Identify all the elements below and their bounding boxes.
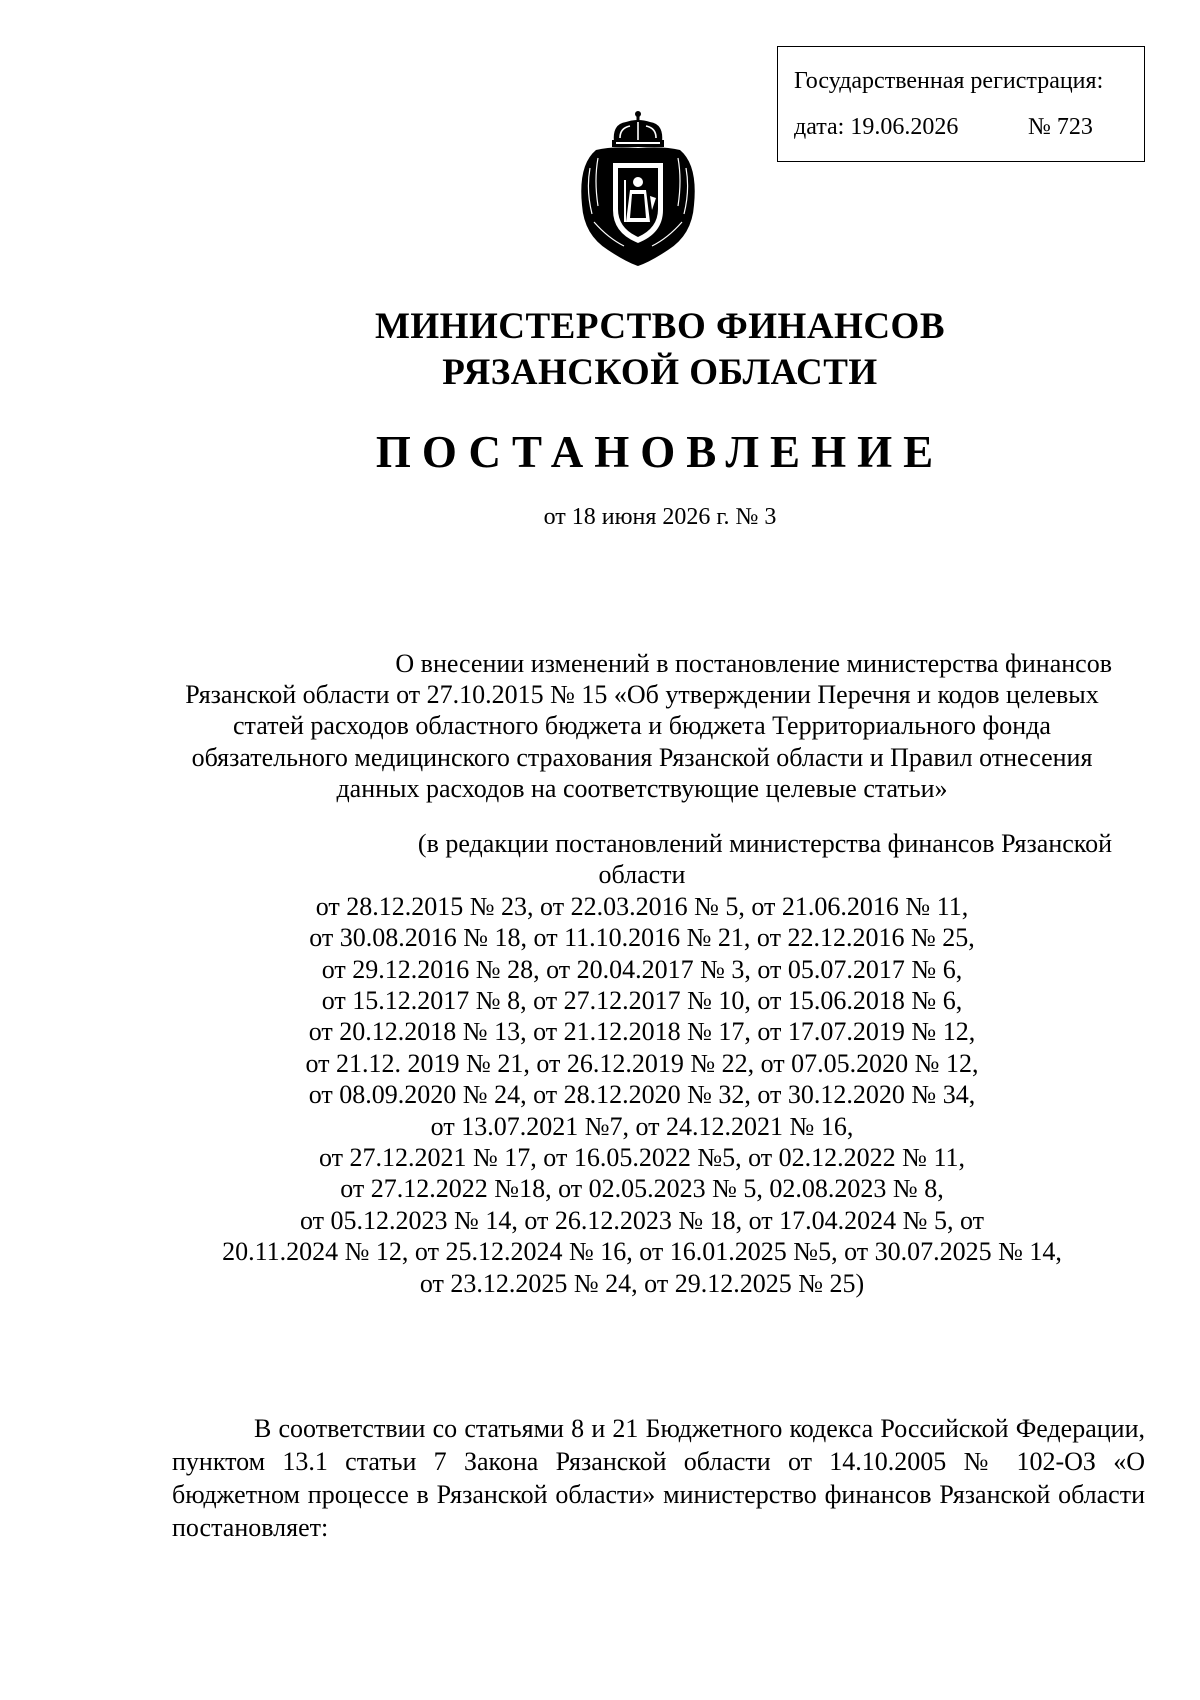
registration-date: дата: 19.06.2026 <box>794 114 959 140</box>
edition-line: от 21.12. 2019 № 21, от 26.12.2019 № 22, от 07.05.2020 № 12, <box>305 1048 979 1078</box>
edition-line: от 13.07.2021 №7, от 24.12.2021 № 16, <box>430 1111 854 1141</box>
edition-line: 20.11.2024 № 12, от 25.12.2024 № 16, от 16.01.2025 №5, от 30.07.2025 № 14, <box>222 1237 1062 1267</box>
edition-line: (в редакции постановлений министерства финансов Рязанской <box>417 829 1112 858</box>
edition-line: от 05.12.2023 № 14, от 26.12.2023 № 18, от 17.04.2024 № 5, от <box>300 1205 984 1235</box>
preamble-paragraph: В соответствии со статьями 8 и 21 Бюджетного кодекса Российской Федерации, пунктом 13.1 статьи 7 Закона Рязанской области от 14.10.2005 № 102-ОЗ «О бюджетном процессе в Рязанской области» министерство финансов Рязанской области постановляет: <box>172 1414 1145 1542</box>
ministry-name-line1: МИНИСТЕРСТВО ФИНАНСОВ <box>374 306 946 347</box>
edition-line: от 28.12.2015 № 23, от 22.03.2016 № 5, от 21.06.2016 № 11, <box>315 891 969 921</box>
edition-line: от 27.12.2021 № 17, от 16.05.2022 №5, от 02.12.2022 № 11, <box>318 1143 965 1173</box>
edition-line: от 29.12.2016 № 28, от 20.04.2017 № 3, от 05.07.2017 № 6, <box>321 954 963 984</box>
document-title-first-line: О внесении изменений в постановление министерства финансов <box>395 649 1112 678</box>
edition-line: области <box>598 860 686 890</box>
document-type: ПОСТАНОВЛЕНИЕ <box>375 427 945 477</box>
document-title-rest: Рязанской области от 27.10.2015 № 15 «Об утверждении Перечня и кодов целевых статей расходов областного бюджета и бюджета Территориального фонда обязательного медицинского страхования Рязанской области и Правил отнесения данных расходов на соответствующие целевые статьи» <box>185 680 1099 803</box>
registration-stamp <box>777 46 1145 162</box>
edition-line: от 20.12.2018 № 13, от 21.12.2018 № 17, от 17.07.2019 № 12, <box>308 1017 976 1047</box>
document-title <box>172 648 1112 804</box>
document-date-number: от 18 июня 2026 г. № 3 <box>543 504 777 530</box>
edition-line: от 08.09.2020 № 24, от 28.12.2020 № 32, от 30.12.2020 № 34, <box>308 1080 976 1110</box>
ryazan-coat-of-arms-icon <box>568 110 708 268</box>
ministry-name-line2: РЯЗАНСКОЙ ОБЛАСТИ <box>442 352 878 393</box>
edition-line: от 30.08.2016 № 18, от 11.10.2016 № 21, от 22.12.2016 № 25, <box>309 923 975 953</box>
registration-title: Государственная регистрация: <box>794 68 1104 94</box>
registration-number: № 723 <box>1028 114 1093 140</box>
edition-history <box>172 828 1112 1299</box>
edition-line: от 27.12.2022 №18, от 02.05.2023 № 5, 02.08.2023 № 8, <box>340 1174 944 1204</box>
edition-line: от 23.12.2025 № 24, от 29.12.2025 № 25) <box>419 1268 865 1298</box>
edition-line: от 15.12.2017 № 8, от 27.12.2017 № 10, от 15.06.2018 № 6, <box>321 986 963 1016</box>
